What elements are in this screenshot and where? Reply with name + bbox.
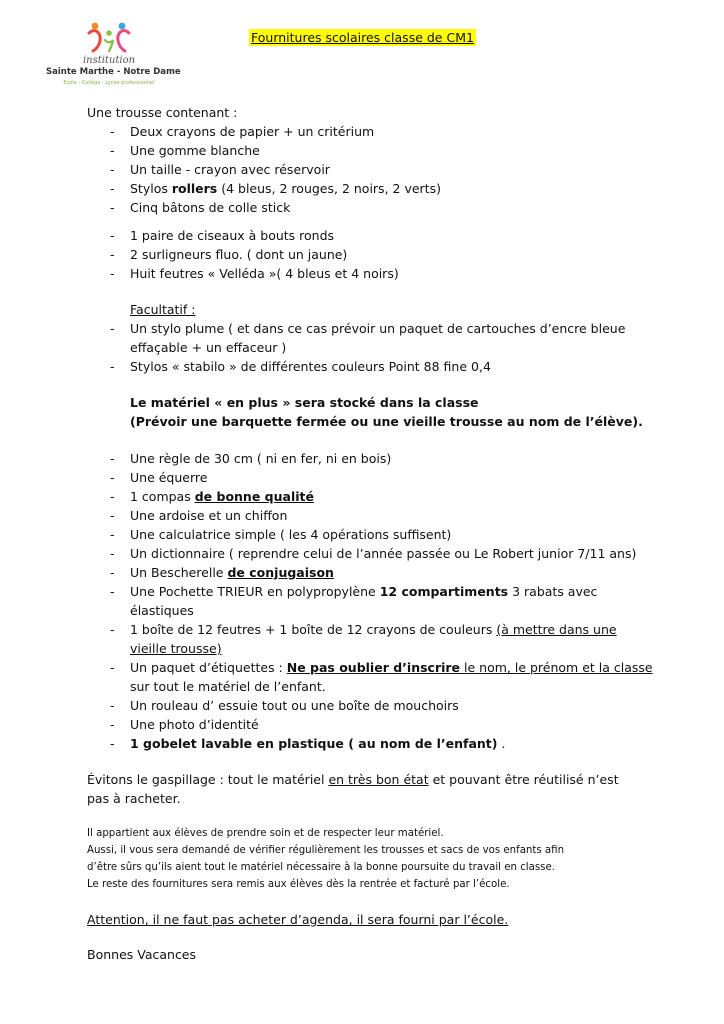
intro-text: Une trousse contenant : xyxy=(87,105,238,120)
info-paragraph-line: Le reste des fournitures sera remis aux élèves dès la rentrée et facturé par l’école. xyxy=(87,879,510,890)
attention-note: Attention, il ne faut pas acheter d’agenda, il sera fourni par l’école. xyxy=(87,912,509,927)
list-bullet: - xyxy=(110,565,115,580)
list-item: 1 compas de bonne qualité xyxy=(130,489,314,504)
list-item: Stylos « stabilo » de différentes couleurs Point 88 fine 0,4 xyxy=(130,359,491,374)
list-item: Un Bescherelle de conjugaison xyxy=(130,565,334,580)
list-bullet: - xyxy=(110,489,115,504)
list-item: Un rouleau d’ essuie tout ou une boîte de mouchoirs xyxy=(130,698,459,713)
list-bullet: - xyxy=(110,736,115,751)
list-item: 1 boîte de 12 feutres + 1 boîte de 12 crayons de couleurs (à mettre dans une xyxy=(130,622,617,637)
facultatif-heading: Facultatif : xyxy=(130,302,196,317)
list-bullet: - xyxy=(110,698,115,713)
list-item: Une ardoise et un chiffon xyxy=(130,508,288,523)
info-paragraph-line: Aussi, il vous sera demandé de vérifier régulièrement les trousses et sacs de vos enfants afin xyxy=(87,845,565,856)
list-bullet: - xyxy=(110,181,115,196)
list-item: Un stylo plume ( et dans ce cas prévoir un paquet de cartouches d’encre bleue xyxy=(130,321,626,336)
info-paragraph-line: d’être sûrs qu’ils aient tout le matériel nécessaire à la bonne poursuite du travail en classe. xyxy=(87,862,555,873)
logo-line-2: Sainte Marthe - Notre Dame xyxy=(46,67,181,77)
list-item: Une équerre xyxy=(130,470,208,485)
list-item: Un dictionnaire ( reprendre celui de l’année passée ou Le Robert junior 7/11 ans) xyxy=(130,546,637,561)
logo-figures-icon xyxy=(84,20,134,54)
list-item-continuation: vieille trousse) xyxy=(130,641,222,656)
list-item-continuation: effaçable + un effaceur ) xyxy=(130,340,287,355)
list-item: Une Pochette TRIEUR en polypropylène 12 compartiments 3 rabats avec xyxy=(130,584,598,599)
list-item: 1 gobelet lavable en plastique ( au nom de l’enfant) . xyxy=(130,736,506,751)
list-item: Cinq bâtons de colle stick xyxy=(130,200,291,215)
list-item: Deux crayons de papier + un critérium xyxy=(130,124,375,139)
list-bullet: - xyxy=(110,162,115,177)
gaspillage-line-2: pas à racheter. xyxy=(87,791,181,806)
info-paragraph-line: Il appartient aux élèves de prendre soin et de respecter leur matériel. xyxy=(87,828,444,839)
list-item: Une règle de 30 cm ( ni en fer, ni en bois) xyxy=(130,451,392,466)
list-bullet: - xyxy=(110,451,115,466)
list-bullet: - xyxy=(110,546,115,561)
list-item: Un paquet d’étiquettes : Ne pas oublier d’inscrire le nom, le prénom et la classe xyxy=(130,660,653,675)
list-bullet: - xyxy=(110,200,115,215)
list-item-continuation: sur tout le matériel de l’enfant. xyxy=(130,679,326,694)
list-bullet: - xyxy=(110,584,115,599)
logo-line-1: institution xyxy=(82,55,136,66)
notice-line-1: Le matériel « en plus » sera stocké dans la classe xyxy=(130,395,479,410)
list-item: 1 paire de ciseaux à bouts ronds xyxy=(130,228,335,243)
list-item: Stylos rollers (4 bleus, 2 rouges, 2 noirs, 2 verts) xyxy=(130,181,441,196)
list-bullet: - xyxy=(110,266,115,281)
list-bullet: - xyxy=(110,143,115,158)
gaspillage-line-1: Évitons le gaspillage : tout le matériel en très bon état et pouvant être réutilisé n’est xyxy=(87,772,619,787)
list-bullet: - xyxy=(110,717,115,732)
list-bullet: - xyxy=(110,527,115,542)
logo-line-3: Ecole - Collège - Lycée professionnel xyxy=(63,80,155,86)
list-item: 2 surligneurs fluo. ( dont un jaune) xyxy=(130,247,348,262)
list-item: Huit feutres « Velléda »( 4 bleus et 4 noirs) xyxy=(130,266,399,281)
notice-line-2: (Prévoir une barquette fermée ou une vieille trousse au nom de l’élève). xyxy=(130,414,643,429)
list-item-continuation: élastiques xyxy=(130,603,194,618)
school-logo xyxy=(46,20,181,92)
list-bullet: - xyxy=(110,228,115,243)
list-bullet: - xyxy=(110,124,115,139)
list-item: Une gomme blanche xyxy=(130,143,260,158)
list-item: Un taille - crayon avec réservoir xyxy=(130,162,330,177)
list-bullet: - xyxy=(110,247,115,262)
list-bullet: - xyxy=(110,508,115,523)
page-title: Fournitures scolaires classe de CM1 xyxy=(251,30,474,45)
list-bullet: - xyxy=(110,321,115,336)
closing-text: Bonnes Vacances xyxy=(87,947,197,962)
list-bullet: - xyxy=(110,470,115,485)
list-bullet: - xyxy=(110,359,115,374)
list-item: Une calculatrice simple ( les 4 opérations suffisent) xyxy=(130,527,452,542)
list-bullet: - xyxy=(110,660,115,675)
list-item: Une photo d’identité xyxy=(130,717,259,732)
list-bullet: - xyxy=(110,622,115,637)
